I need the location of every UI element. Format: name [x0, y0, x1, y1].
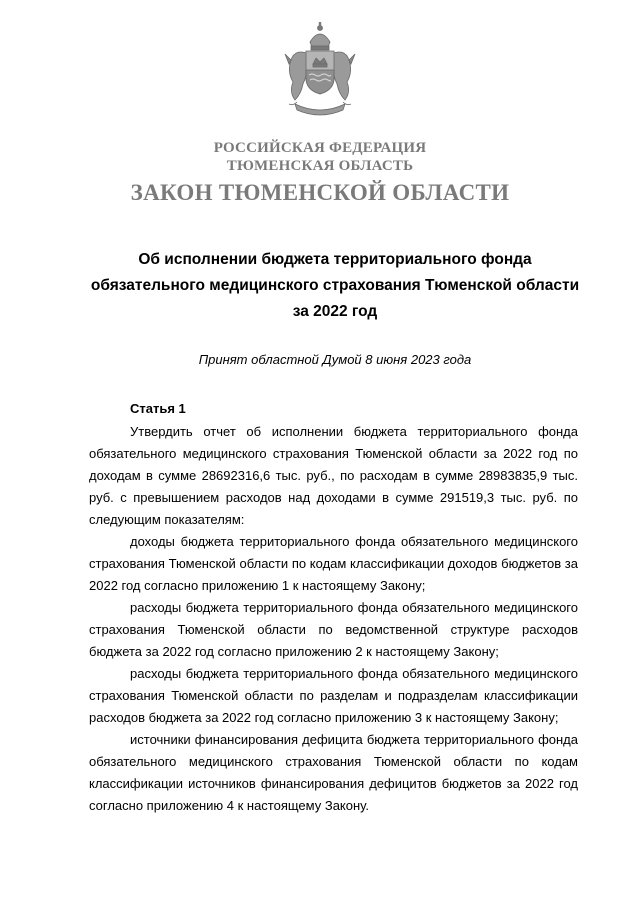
country-name: РОССИЙСКАЯ ФЕДЕРАЦИЯ [213, 140, 427, 156]
region-name: ТЮМЕНСКАЯ ОБЛАСТЬ [226, 158, 414, 174]
paragraph: доходы бюджета территориального фонда обязательного медицинского страхования Тюменской области по кодам классификации доходов бюджетов за 2022 год согласно приложению 1 к настоящему Закону; [89, 534, 578, 593]
adoption-note: Принят областной Думой 8 июня 2023 года [198, 352, 472, 367]
law-heading: ЗАКОН ТЮМЕНСКОЙ ОБЛАСТИ [130, 180, 510, 205]
article-heading: Статья 1 [130, 401, 186, 416]
paragraph: Утвердить отчет об исполнении бюджета территориального фонда обязательного медицинского страхования Тюменской области за 2022 год по доходам в сумме 28692316,6 тыс. руб., по расходам в сумме 28983835,9 тыс. руб. с превышением расходов над доходами в сумме 291519,3 тыс. руб. по следующим показателям: [89, 424, 578, 527]
title-line-3: за 2022 год [292, 303, 378, 320]
paragraph: расходы бюджета территориального фонда обязательного медицинского страхования Тюменской области по разделам и подразделам классификации расходов бюджета за 2022 год согласно приложению 3 к настоящему Закону; [89, 666, 578, 725]
article-body [89, 421, 578, 817]
title-line-2: обязательного медицинского страхования Тюменской области [90, 277, 580, 294]
paragraph: расходы бюджета территориального фонда обязательного медицинского страхования Тюменской области по ведомственной структуре расходов бюджета за 2022 год согласно приложению 2 к настоящему Закону; [89, 600, 578, 659]
title-line-1: Об исполнении бюджета территориального фонда [138, 251, 532, 268]
tyumen-oblast-coat-of-arms-icon [283, 20, 357, 120]
document-title [60, 247, 610, 325]
paragraph: источники финансирования дефицита бюджета территориального фонда обязательного медицинского страхования Тюменской области по кодам классификации источников финансирования дефицитов бюджетов за 2022 год согласно приложению 4 к настоящему Закону. [89, 732, 578, 813]
